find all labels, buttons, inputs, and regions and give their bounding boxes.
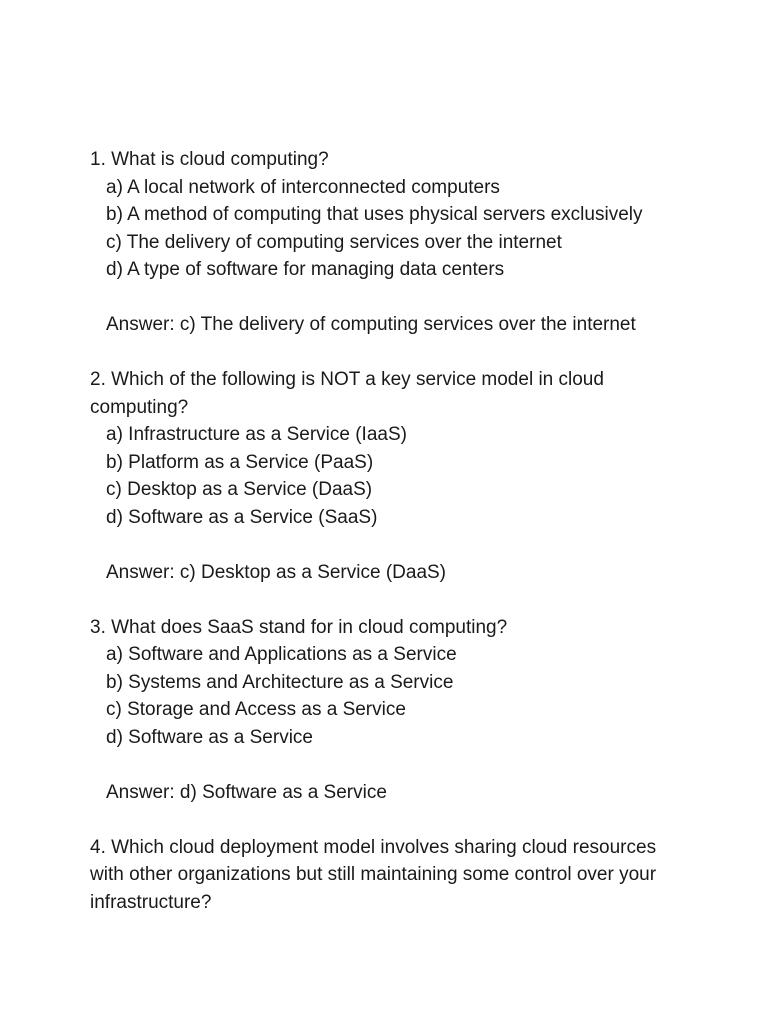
spacer <box>90 586 690 614</box>
question-block <box>90 614 690 834</box>
question-block <box>90 834 690 917</box>
answer-option: a) A local network of interconnected computers <box>106 176 500 198</box>
quiz-content <box>90 146 690 916</box>
answer-option: a) Software and Applications as a Service <box>106 644 457 665</box>
spacer <box>90 339 690 367</box>
question-prompt: 3. What does SaaS stand for in cloud computing? <box>90 616 508 638</box>
spacer <box>90 806 690 834</box>
answer-option: d) Software as a Service (SaaS) <box>106 506 378 528</box>
question-block <box>90 366 690 614</box>
answer-key: Answer: c) The delivery of computing services over the internet <box>106 314 636 335</box>
spacer <box>90 751 690 779</box>
answer-option: b) Systems and Architecture as a Service <box>106 671 454 693</box>
spacer <box>90 531 690 559</box>
question-block <box>90 146 690 366</box>
answer-option: c) The delivery of computing services over the internet <box>106 231 562 253</box>
answer-option: c) Storage and Access as a Service <box>106 699 406 720</box>
question-prompt: 2. Which of the following is NOT a key service model in cloud computing? <box>90 369 604 418</box>
spacer <box>90 284 690 312</box>
answer-option: d) Software as a Service <box>106 726 313 748</box>
answer-key: Answer: c) Desktop as a Service (DaaS) <box>106 561 447 583</box>
question-prompt: 1. What is cloud computing? <box>90 149 329 170</box>
answer-option: b) Platform as a Service (PaaS) <box>106 451 374 473</box>
answer-option: a) Infrastructure as a Service (IaaS) <box>106 424 407 445</box>
answer-option: b) A method of computing that uses physical servers exclusively <box>106 204 643 225</box>
answer-option: d) A type of software for managing data centers <box>106 259 505 280</box>
question-prompt: 4. Which cloud deployment model involves sharing cloud resources with other organizations but still maintaining some control over your infrastructure? <box>90 836 657 913</box>
answer-key: Answer: d) Software as a Service <box>106 781 387 803</box>
answer-option: c) Desktop as a Service (DaaS) <box>106 479 373 500</box>
